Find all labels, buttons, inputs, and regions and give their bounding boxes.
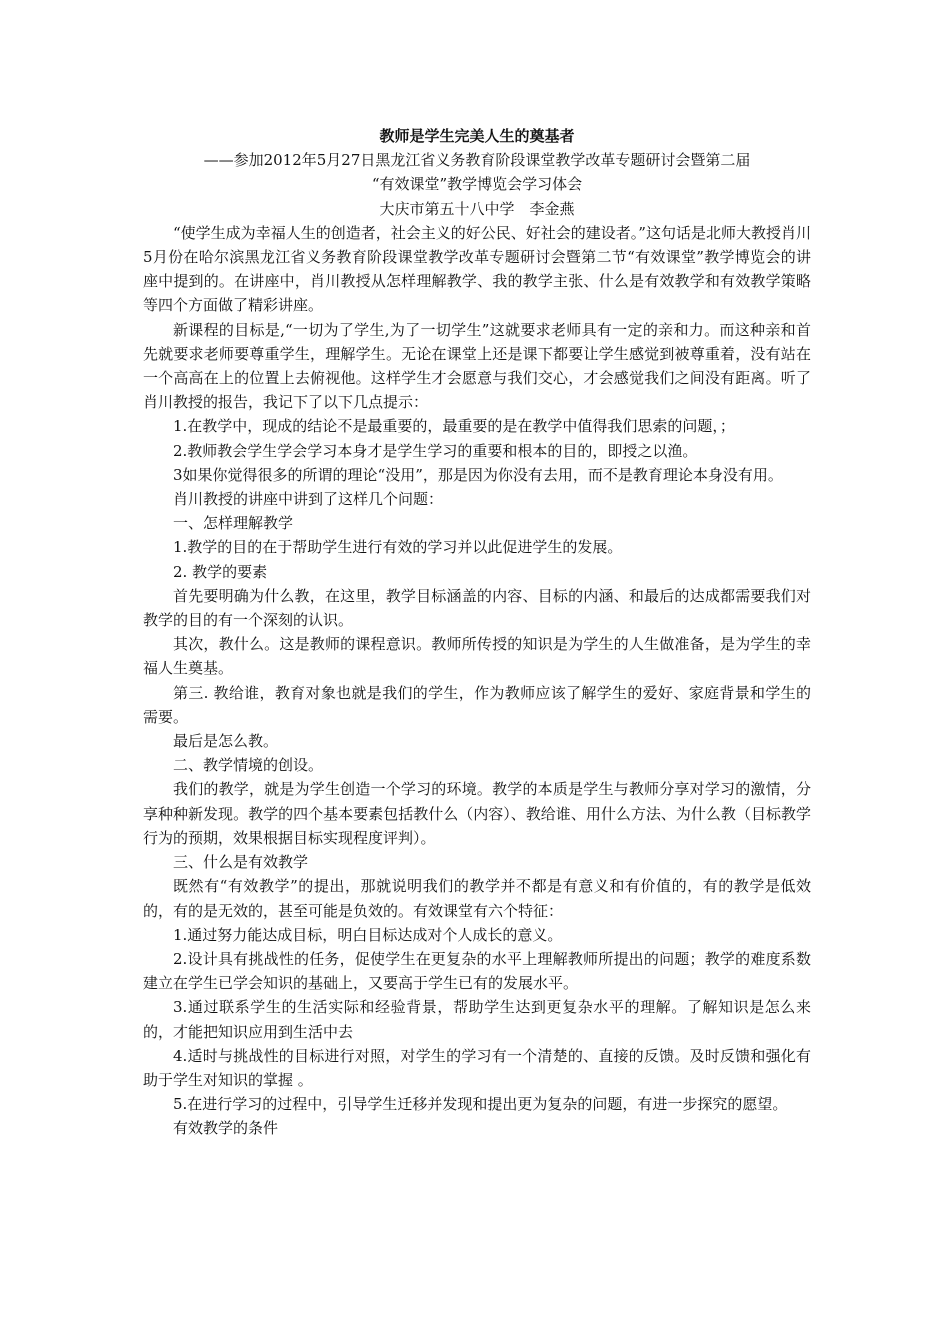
document-subtitle-line2: “有效课堂”教学博览会学习体会 xyxy=(371,175,583,194)
section-heading-3: 三、什么是有效教学 xyxy=(173,853,309,872)
paragraph-tip-2: 2.教师教会学生学会学习本身才是学生学习的重要和根本的目的，即授之以渔。 xyxy=(173,441,698,460)
paragraph-how-teach: 最后是怎么教。 xyxy=(173,732,279,751)
paragraph-feature-1: 1.通过努力能达成目标，明白目标达成对个人成长的意义。 xyxy=(173,925,563,944)
paragraph-tip-1: 1.在教学中，现成的结论不是最重要的，最重要的是在教学中值得我们思索的问题，； xyxy=(173,417,735,436)
paragraph-effective-teaching: 既然有“有效教学”的提出，那就说明我们的教学并不都是有意义和有价值的，有的教学是低效的，有的是无效的，甚至可能是负效的。有效课堂有六个特征： xyxy=(143,877,811,920)
document-author: 大庆市第五十八中学 李金燕 xyxy=(379,199,575,218)
paragraph-learning-environment: 我们的教学，就是为学生创造一个学习的环境。教学的本质是学生与教师分享对学习的激情，分享种种新发现。教学的四个基本要素包括教什么（内容）、教给谁、用什么方法、为什么教（目标教学行为的预期，效果根据目标实现程度评判）。 xyxy=(143,780,811,847)
paragraph-what-teach: 其次，教什么。这是教师的课程意识。教师所传授的知识是为学生的人生做准备，是为学生的幸福人生奠基。 xyxy=(143,635,811,678)
paragraph-whom-teach: 第三. 教给谁，教育对象也就是我们的学生，作为教师应该了解学生的爱好、家庭背景和学生的需要。 xyxy=(143,683,811,726)
document-page xyxy=(143,124,811,1141)
paragraph-teaching-purpose: 1.教学的目的在于帮助学生进行有效的学习并以此促进学生的发展。 xyxy=(173,538,623,557)
paragraph-lecture-topics: 肖川教授的讲座中讲到了这样几个问题： xyxy=(173,490,444,509)
section-heading-2: 二、教学情境的创设。 xyxy=(173,756,324,775)
section-heading-1: 一、怎样理解教学 xyxy=(173,514,294,533)
paragraph-teaching-elements: 2. 教学的要素 xyxy=(173,562,268,581)
paragraph-conditions: 有效教学的条件 xyxy=(173,1119,279,1138)
paragraph-feature-4: 4.适时与挑战性的目标进行对照，对学生的学习有一个清楚的、直接的反馈。及时反馈和强化有助于学生对知识的掌握 。 xyxy=(143,1046,811,1089)
paragraph-intro: “使学生成为幸福人生的创造者，社会主义的好公民、好社会的建设者。”这句话是北师大教授肖川5月份在哈尔滨黑龙江省义务教育阶段课堂教学改革专题研讨会暨第二节“有效课堂”教学博览会的讲座中提到的。在讲座中，肖川教授从怎样理解教学、我的教学主张、什么是有效教学和有效教学策略等四个方面做了精彩讲座。 xyxy=(143,223,811,315)
document-subtitle-line1: ——参加2012年5月27日黑龙江省义务教育阶段课堂教学改革专题研讨会暨第二届 xyxy=(203,151,751,170)
document-title: 教师是学生完美人生的奠基者 xyxy=(379,127,575,145)
paragraph-feature-2: 2.设计具有挑战性的任务，促使学生在更复杂的水平上理解教师所提出的问题；教学的难度系数建立在学生已学会知识的基础上，又要高于学生已有的发展水平。 xyxy=(143,949,811,993)
paragraph-feature-5: 5.在进行学习的过程中，引导学生迁移并发现和提出更为复杂的问题，有进一步探究的愿望。 xyxy=(173,1095,788,1114)
paragraph-feature-3: 3.通过联系学生的生活实际和经验背景，帮助学生达到更复杂水平的理解。了解知识是怎么来的，才能把知识应用到生活中去 xyxy=(143,998,811,1041)
paragraph-tip-3: 3如果你觉得很多的所谓的理论“没用”，那是因为你没有去用，而不是教育理论本身没有用。 xyxy=(173,465,783,484)
paragraph-curriculum-goal: 新课程的目标是,“一切为了学生,为了一切学生”这就要求老师具有一定的亲和力。而这种亲和首先就要求老师要尊重学生，理解学生。无论在课堂上还是课下都要让学生感觉到被尊重着，没有站在一个高高在上的位置上去俯视他。这样学生才会愿意与我们交心，才会感觉我们之间没有距离。听了肖川教授的报告，我记下了以下几点提示： xyxy=(143,320,811,412)
paragraph-why-teach: 首先要明确为什么教，在这里，教学目标涵盖的内容、目标的内涵、和最后的达成都需要我们对教学的目的有一个深刻的认识。 xyxy=(143,586,811,630)
